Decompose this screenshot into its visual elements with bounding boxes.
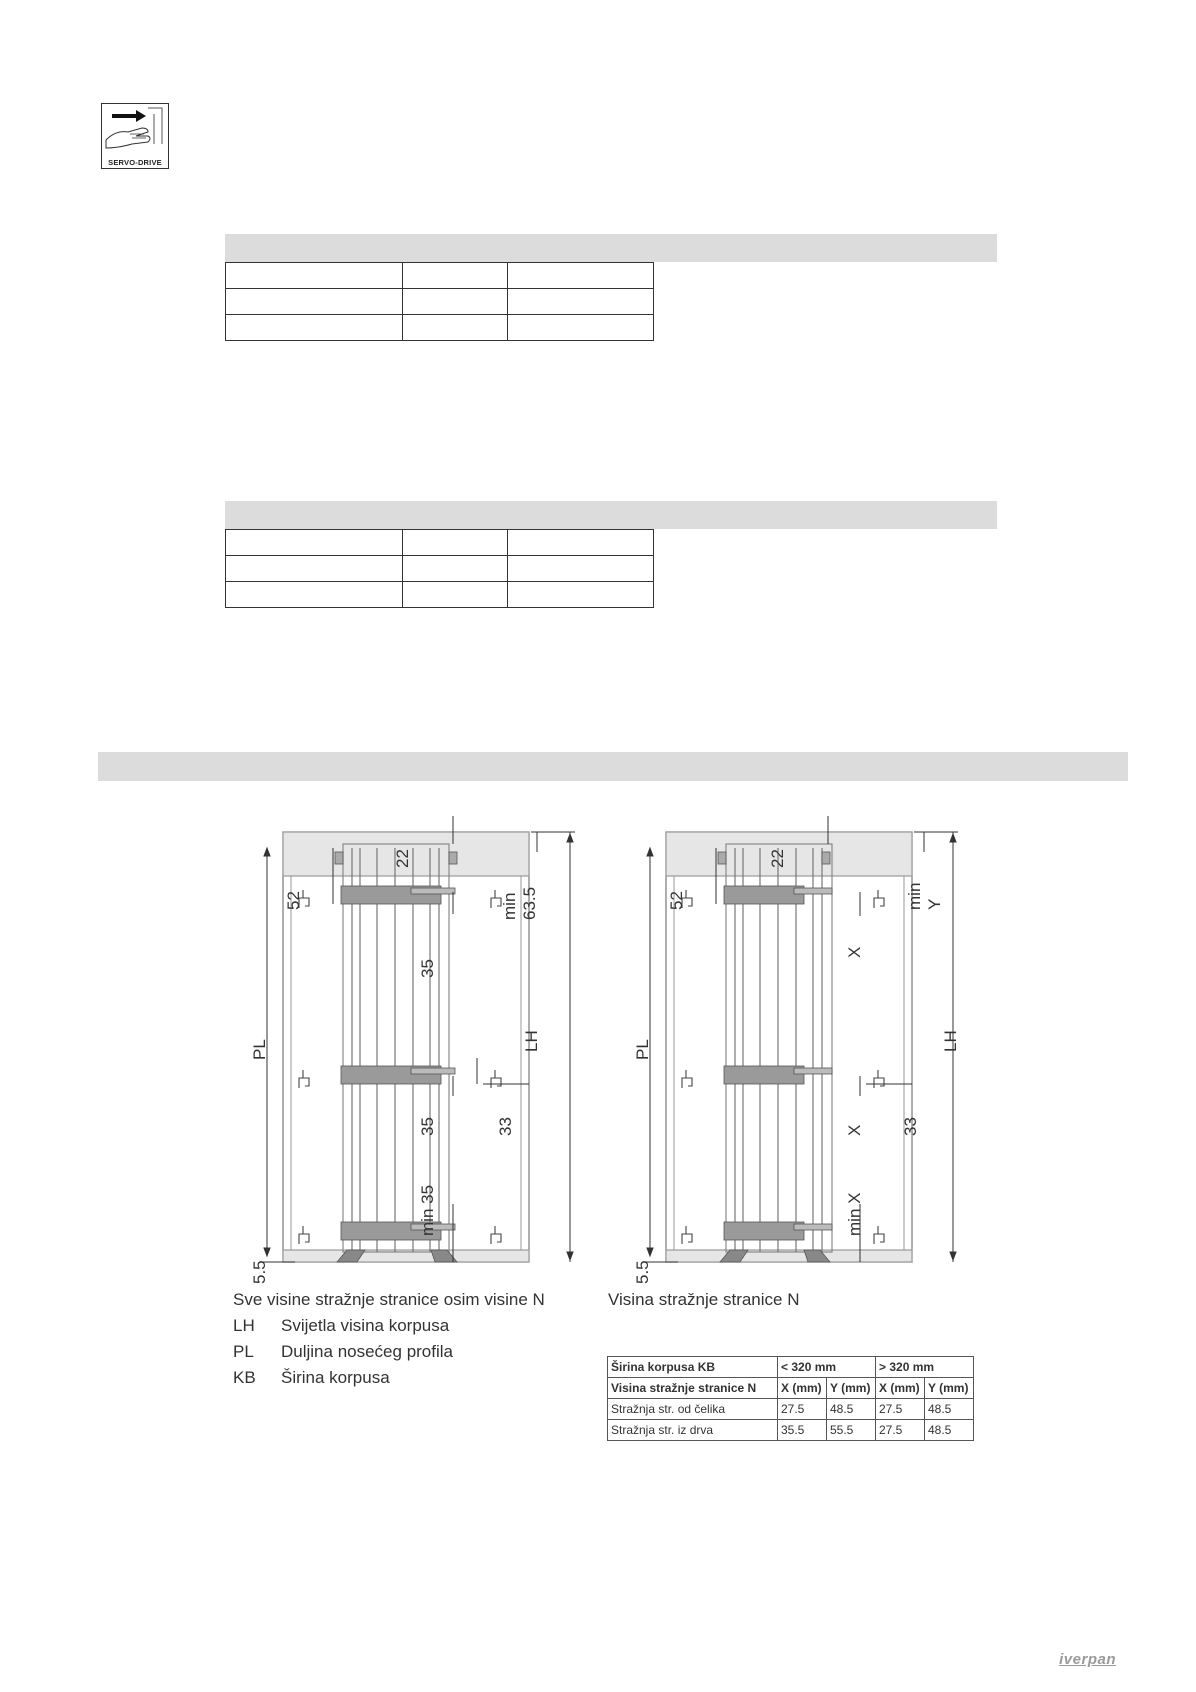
top-panel — [666, 832, 912, 876]
table-cell: 27.5 — [876, 1399, 925, 1420]
runner-bottom — [724, 1222, 804, 1240]
table-cell: 48.5 — [925, 1399, 974, 1420]
table-row — [608, 1420, 974, 1441]
table-row — [226, 530, 654, 556]
dim-min-63-5: min63.5 — [500, 886, 539, 920]
dim-35-a: 35 — [418, 959, 437, 978]
table-row — [226, 263, 654, 289]
legend-key: KB — [233, 1368, 256, 1387]
spec-table — [607, 1356, 974, 1441]
header-cell: > 320 mm — [876, 1357, 974, 1378]
table-header-row — [608, 1378, 974, 1399]
dim-x-2: X — [845, 1124, 864, 1136]
brand-logo: iverpan — [1059, 1651, 1116, 1668]
table-cell: Stražnja str. iz drva — [608, 1420, 778, 1441]
blank-table-2 — [225, 529, 654, 608]
table-cell: 27.5 — [876, 1420, 925, 1441]
table-cell: Stražnja str. od čelika — [608, 1399, 778, 1420]
legend-item — [233, 1342, 453, 1362]
logo-caption: SERVO-DRIVE — [108, 158, 162, 167]
blank-table-1 — [225, 262, 654, 341]
runner-middle — [724, 1066, 804, 1084]
table-header-row — [608, 1357, 974, 1378]
dim-52: 52 — [667, 891, 686, 910]
pullout-frame — [726, 844, 832, 1252]
dim-min-x: min X — [845, 1192, 864, 1236]
dim-35-b: 35 — [418, 1117, 437, 1136]
runner-top — [724, 886, 804, 904]
dim-pl: PL — [633, 1039, 652, 1060]
dim-pl: PL — [250, 1039, 269, 1060]
dim-33: 33 — [901, 1117, 920, 1136]
table-row — [226, 315, 654, 341]
dim-lh: LH — [941, 1030, 960, 1052]
header-cell: < 320 mm — [778, 1357, 876, 1378]
section-header-bar-2 — [225, 501, 997, 529]
legend-text: Širina korpusa — [281, 1368, 390, 1387]
header-cell: X (mm) — [876, 1378, 925, 1399]
diagram-right-caption: Visina stražnje stranice N — [608, 1290, 800, 1309]
servo-drive-logo — [101, 103, 169, 169]
header-cell: Y (mm) — [925, 1378, 974, 1399]
header-cell: Y (mm) — [827, 1378, 876, 1399]
dim-min-y: minY — [905, 882, 944, 910]
dim-5-5: 5.5 — [250, 1260, 269, 1284]
diagram-left-caption: Sve visine stražnje stranice osim visine N — [233, 1290, 545, 1309]
legend-key: PL — [233, 1342, 254, 1361]
dim-33: 33 — [496, 1117, 515, 1136]
dim-52: 52 — [284, 891, 303, 910]
legend-item — [233, 1316, 449, 1336]
dim-min-35: min 35 — [418, 1184, 437, 1236]
legend-text: Svijetla visina korpusa — [281, 1316, 450, 1335]
legend-text: Duljina nosećeg profila — [281, 1342, 453, 1361]
table-row — [226, 582, 654, 608]
diagram-left — [225, 800, 595, 1285]
header-cell: X (mm) — [778, 1378, 827, 1399]
table-cell: 35.5 — [778, 1420, 827, 1441]
servo-drive-hand-icon — [102, 104, 168, 156]
dim-lh: LH — [522, 1030, 541, 1052]
section-header-bar-3 — [98, 752, 1128, 781]
table-cell: 55.5 — [827, 1420, 876, 1441]
header-cell: Visina stražnje stranice N — [608, 1378, 778, 1399]
table-cell: 27.5 — [778, 1399, 827, 1420]
table-row — [608, 1399, 974, 1420]
table-cell: 48.5 — [827, 1399, 876, 1420]
diagram-right — [608, 800, 978, 1285]
dim-22: 22 — [768, 849, 787, 868]
dim-22: 22 — [393, 849, 412, 868]
table-cell: 48.5 — [925, 1420, 974, 1441]
table-row — [226, 289, 654, 315]
legend-key: LH — [233, 1316, 255, 1335]
section-header-bar-1 — [225, 234, 997, 262]
dim-5-5: 5.5 — [633, 1260, 652, 1284]
header-cell: Širina korpusa KB — [608, 1357, 778, 1378]
dim-x-1: X — [845, 946, 864, 958]
table-row — [226, 556, 654, 582]
legend-item — [233, 1368, 390, 1388]
